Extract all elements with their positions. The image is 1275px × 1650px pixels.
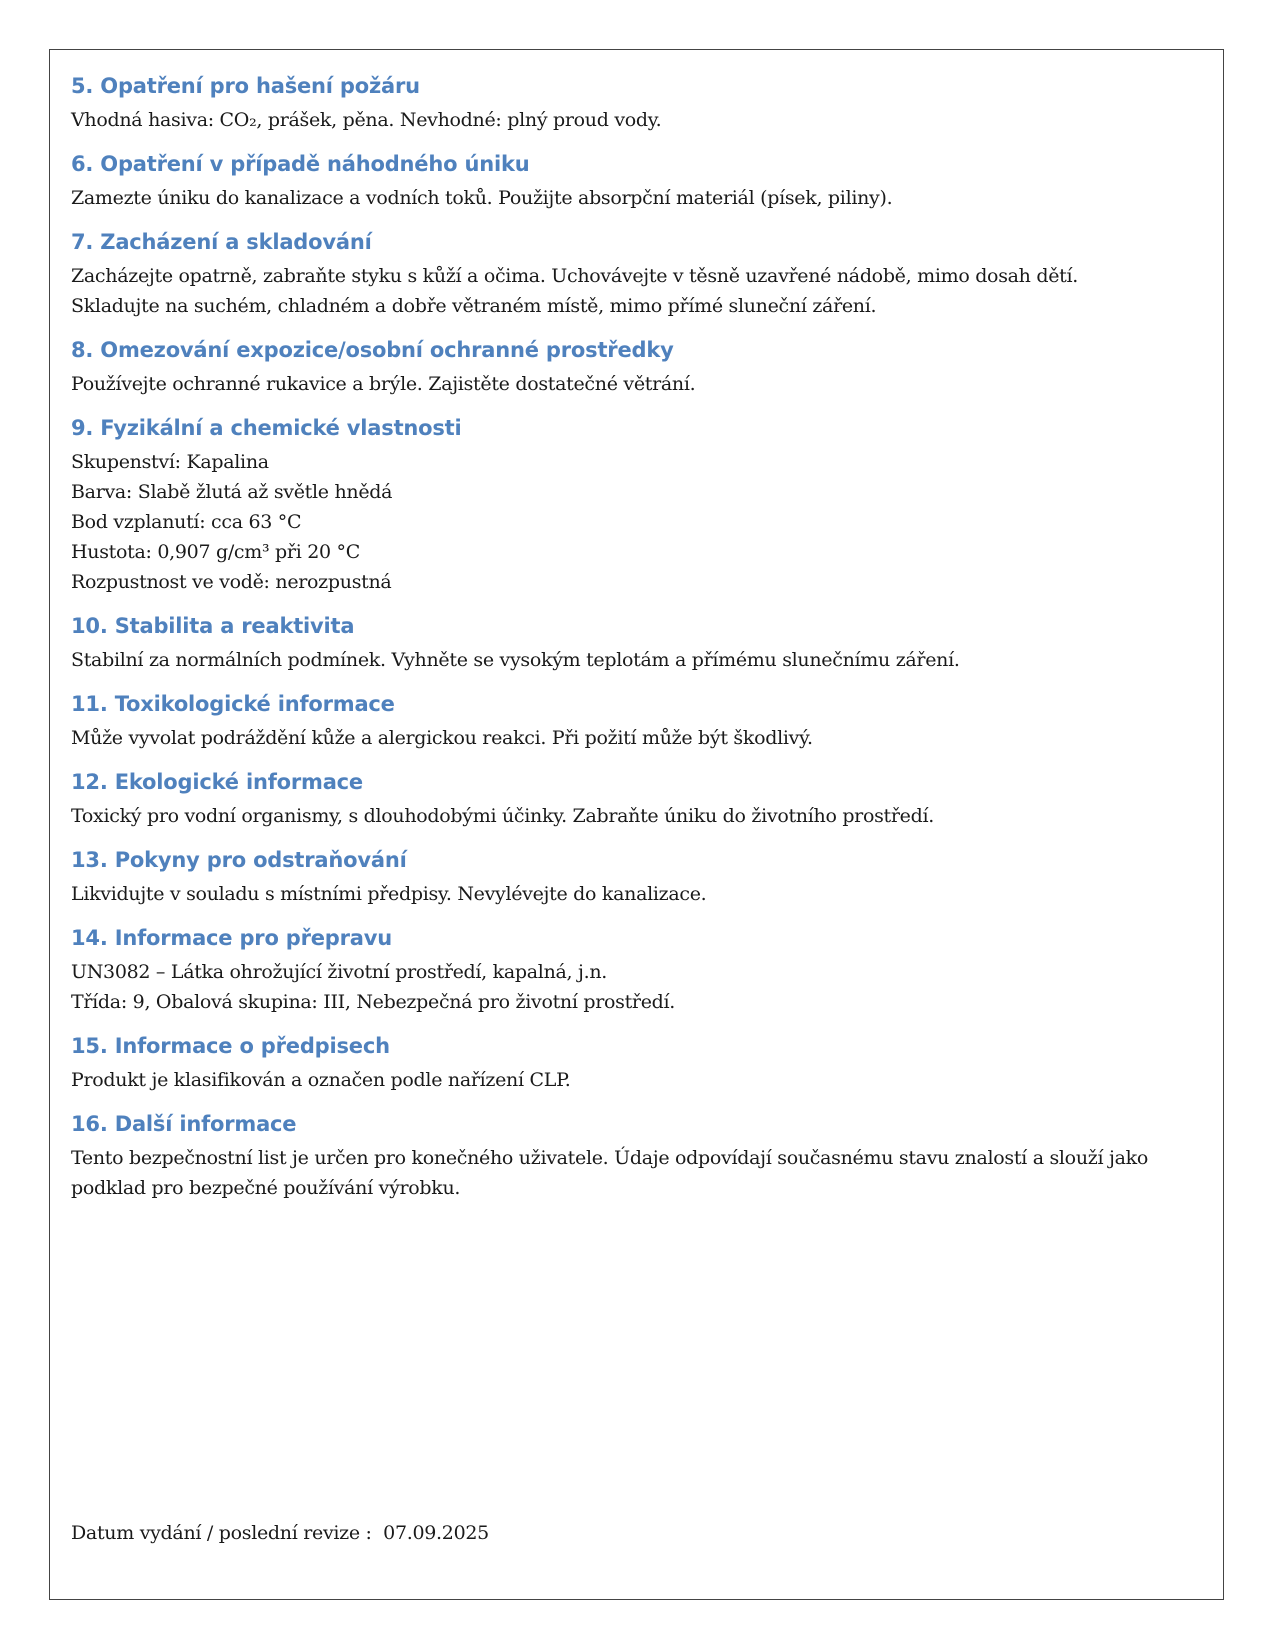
section-15 xyxy=(71,1031,1206,1095)
section-text: Zamezte úniku do kanalizace a vodních toků. Použijte absorpční materiál (písek, piliny). xyxy=(71,187,893,209)
section-6 xyxy=(71,149,1206,213)
section-13 xyxy=(71,845,1206,909)
section-9 xyxy=(71,413,1206,597)
section-text: Toxický pro vodní organismy, s dlouhodobými účinky. Zabraňte úniku do životního prostředí. xyxy=(71,805,934,827)
section-text: Používejte ochranné rukavice a brýle. Zajistěte dostatečné větrání. xyxy=(71,373,696,395)
section-heading: 10. Stabilita a reaktivita xyxy=(71,614,355,638)
section-body xyxy=(71,447,1206,597)
revision-date-footer xyxy=(71,1518,489,1548)
section-body xyxy=(71,369,1206,399)
revision-date-label: Datum vydání / poslední revize : xyxy=(71,1522,372,1544)
property-density: Hustota: 0,907 g/cm³ při 20 °C xyxy=(71,541,360,563)
section-body xyxy=(71,801,1206,831)
section-14 xyxy=(71,923,1206,1017)
section-body xyxy=(71,261,1206,321)
section-heading: 7. Zacházení a skladování xyxy=(71,230,372,254)
section-text: Likvidujte v souladu s místními předpisy. Nevylévejte do kanalizace. xyxy=(71,883,707,905)
section-text: Skladujte na suchém, chladném a dobře větraném místě, mimo přímé sluneční záření. xyxy=(71,295,877,317)
section-body xyxy=(71,105,1206,135)
section-text: podklad pro bezpečné používání výrobku. xyxy=(71,1177,461,1199)
section-text: Produkt je klasifikován a označen podle nařízení CLP. xyxy=(71,1069,571,1091)
section-16 xyxy=(71,1109,1206,1203)
section-text: Vhodná hasiva: CO₂, prášek, pěna. Nevhodné: plný proud vody. xyxy=(71,109,662,131)
section-heading: 6. Opatření v případě náhodného úniku xyxy=(71,152,530,176)
section-heading: 5. Opatření pro hašení požáru xyxy=(71,74,420,98)
section-5 xyxy=(71,71,1206,135)
section-7 xyxy=(71,227,1206,321)
section-11 xyxy=(71,689,1206,753)
section-heading: 15. Informace o předpisech xyxy=(71,1034,390,1058)
revision-date-value: 07.09.2025 xyxy=(383,1522,489,1544)
section-12 xyxy=(71,767,1206,831)
section-heading: 12. Ekologické informace xyxy=(71,770,363,794)
section-body xyxy=(71,957,1206,1017)
section-heading: 14. Informace pro přepravu xyxy=(71,926,393,950)
section-text: Tento bezpečnostní list je určen pro konečného uživatele. Údaje odpovídají současnému stavu znalostí a slouží jako xyxy=(71,1147,1148,1169)
section-10 xyxy=(71,611,1206,675)
section-heading: 13. Pokyny pro odstraňování xyxy=(71,848,407,872)
section-body xyxy=(71,183,1206,213)
document-content xyxy=(71,71,1206,1217)
property-state: Skupenství: Kapalina xyxy=(71,451,269,473)
section-body xyxy=(71,1065,1206,1095)
property-color: Barva: Slabě žlutá až světle hnědá xyxy=(71,481,393,503)
section-body xyxy=(71,723,1206,753)
section-body xyxy=(71,645,1206,675)
transport-un-number: UN3082 – Látka ohrožující životní prostředí, kapalná, j.n. xyxy=(71,961,608,983)
section-heading: 16. Další informace xyxy=(71,1112,297,1136)
section-heading: 11. Toxikologické informace xyxy=(71,692,395,716)
section-body xyxy=(71,879,1206,909)
section-heading: 9. Fyzikální a chemické vlastnosti xyxy=(71,416,462,440)
section-heading: 8. Omezování expozice/osobní ochranné prostředky xyxy=(71,338,674,362)
property-flash-point: Bod vzplanutí: cca 63 °C xyxy=(71,511,302,533)
section-body xyxy=(71,1143,1206,1203)
transport-class: Třída: 9, Obalová skupina: III, Nebezpečná pro životní prostředí. xyxy=(71,991,676,1013)
section-8 xyxy=(71,335,1206,399)
section-text: Stabilní za normálních podmínek. Vyhněte se vysokým teplotám a přímému slunečnímu záření. xyxy=(71,649,960,671)
section-text: Zacházejte opatrně, zabraňte styku s kůží a očima. Uchovávejte v těsně uzavřené nádobě, mimo dosah dětí. xyxy=(71,265,1079,287)
property-solubility: Rozpustnost ve vodě: nerozpustná xyxy=(71,571,392,593)
section-text: Může vyvolat podráždění kůže a alergickou reakci. Při požití může být škodlivý. xyxy=(71,727,813,749)
